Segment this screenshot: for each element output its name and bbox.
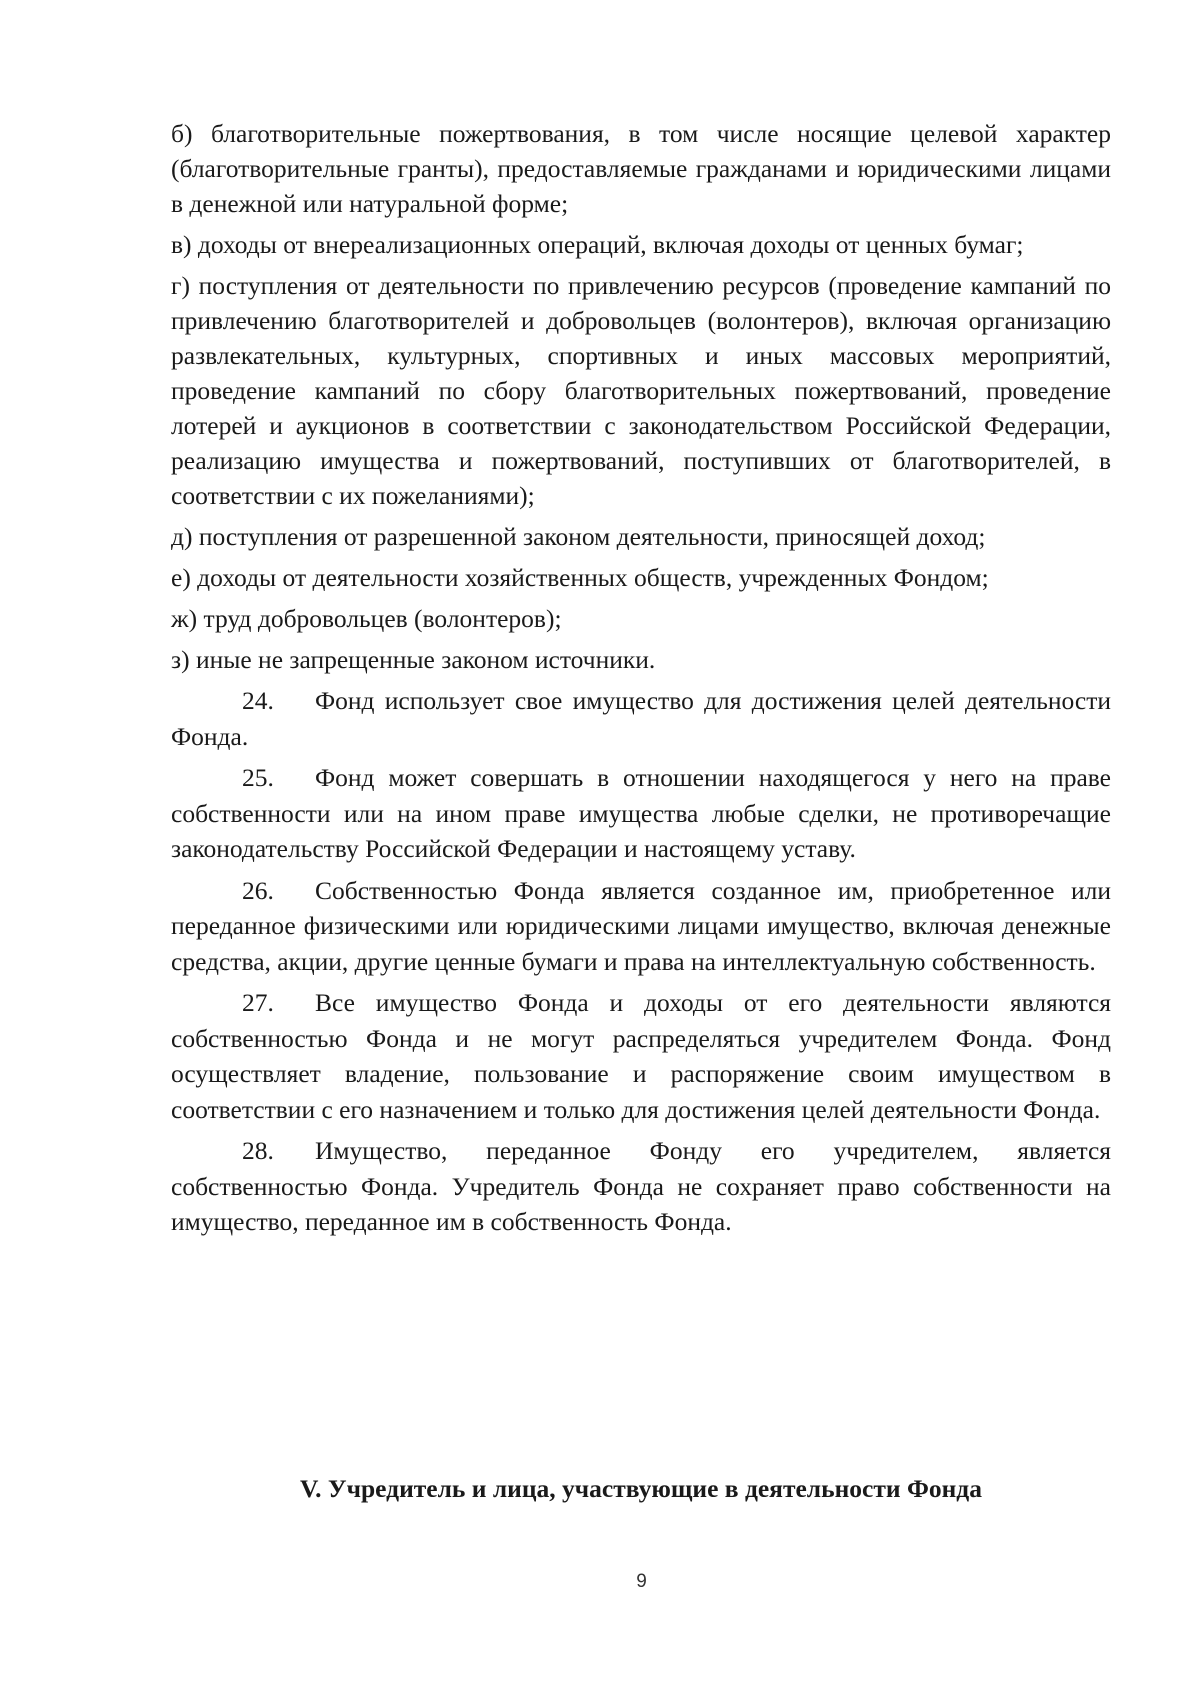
clause-text: Собственностью Фонда является созданное им, приобретенное или переданное физическими или юридическими лицами имущество, включая денежные средства, акции, другие ценные бумаги и права на интеллектуальную собственность. [171,875,1111,976]
clause-number: 24. [242,686,274,715]
list-item-zh: ж) труд добровольцев (волонтеров); [171,604,562,633]
document-body [171,116,1111,1246]
list-item-e: е) доходы от деятельности хозяйственных обществ, учрежденных Фондом; [171,563,989,592]
clause-number: 28. [242,1136,274,1165]
clause-text: Имущество, переданное Фонду его учредителем, является собственностью Фонда. Учредитель Фонда не сохраняет право собственности на имущество, переданное им в собственность Фонда. [171,1136,1111,1236]
list-item-b: б) благотворительные пожертвования, в том числе носящие целевой характер (благотворительные гранты), предоставляемые гражданами и юридическими лицами в денежной или натуральной форме; [171,119,1111,218]
clause-24 [171,683,1111,754]
clause-28 [171,1133,1111,1240]
clause-number: 27. [242,988,274,1017]
clause-number: 25. [242,763,274,792]
list-item-z: з) иные не запрещенные законом источники. [171,645,656,674]
clause-text: Фонд использует свое имущество для достижения целей деятельности Фонда. [171,686,1111,751]
clause-25 [171,760,1111,867]
list-item-d: д) поступления от разрешенной законом деятельности, приносящей доход; [171,522,986,551]
clause-text: Фонд может совершать в отношении находящегося у него на праве собственности или на ином праве имущества любые сделки, не противоречащие законодательству Российской Федерации и настоящему уставу. [171,763,1111,863]
page-number: 9 [636,1571,647,1592]
clause-number: 26. [242,875,274,905]
clause-26 [171,873,1111,980]
list-item-g: г) поступления от деятельности по привлечению ресурсов (проведение кампаний по привлечению благотворителей и добровольцев (волонтеров), включая организацию развлекательных, культурных, спортивных и иных массовых мероприятий, проведение кампаний по сбору благотворительных пожертвований, проведение лотерей и аукционов в соответствии с законодательством Российской Федерации, реализацию имущества и пожертвований, поступивших от благотворителей, в соответствии с их пожеланиями); [171,271,1111,510]
section-title: V. Учредитель и лица, участвующие в деятельности Фонда [300,1474,982,1503]
clause-27 [171,985,1111,1127]
list-item-v: в) доходы от внереализационных операций, включая доходы от ценных бумаг; [171,230,1024,259]
clause-text: Все имущество Фонда и доходы от его деятельности являются собственностью Фонда и не могут распределяться учредителем Фонда. Фонд осуществляет владение, пользование и распоряжение своим имуществом в соответствии с его назначением и только для достижения целей деятельности Фонда. [171,988,1111,1124]
